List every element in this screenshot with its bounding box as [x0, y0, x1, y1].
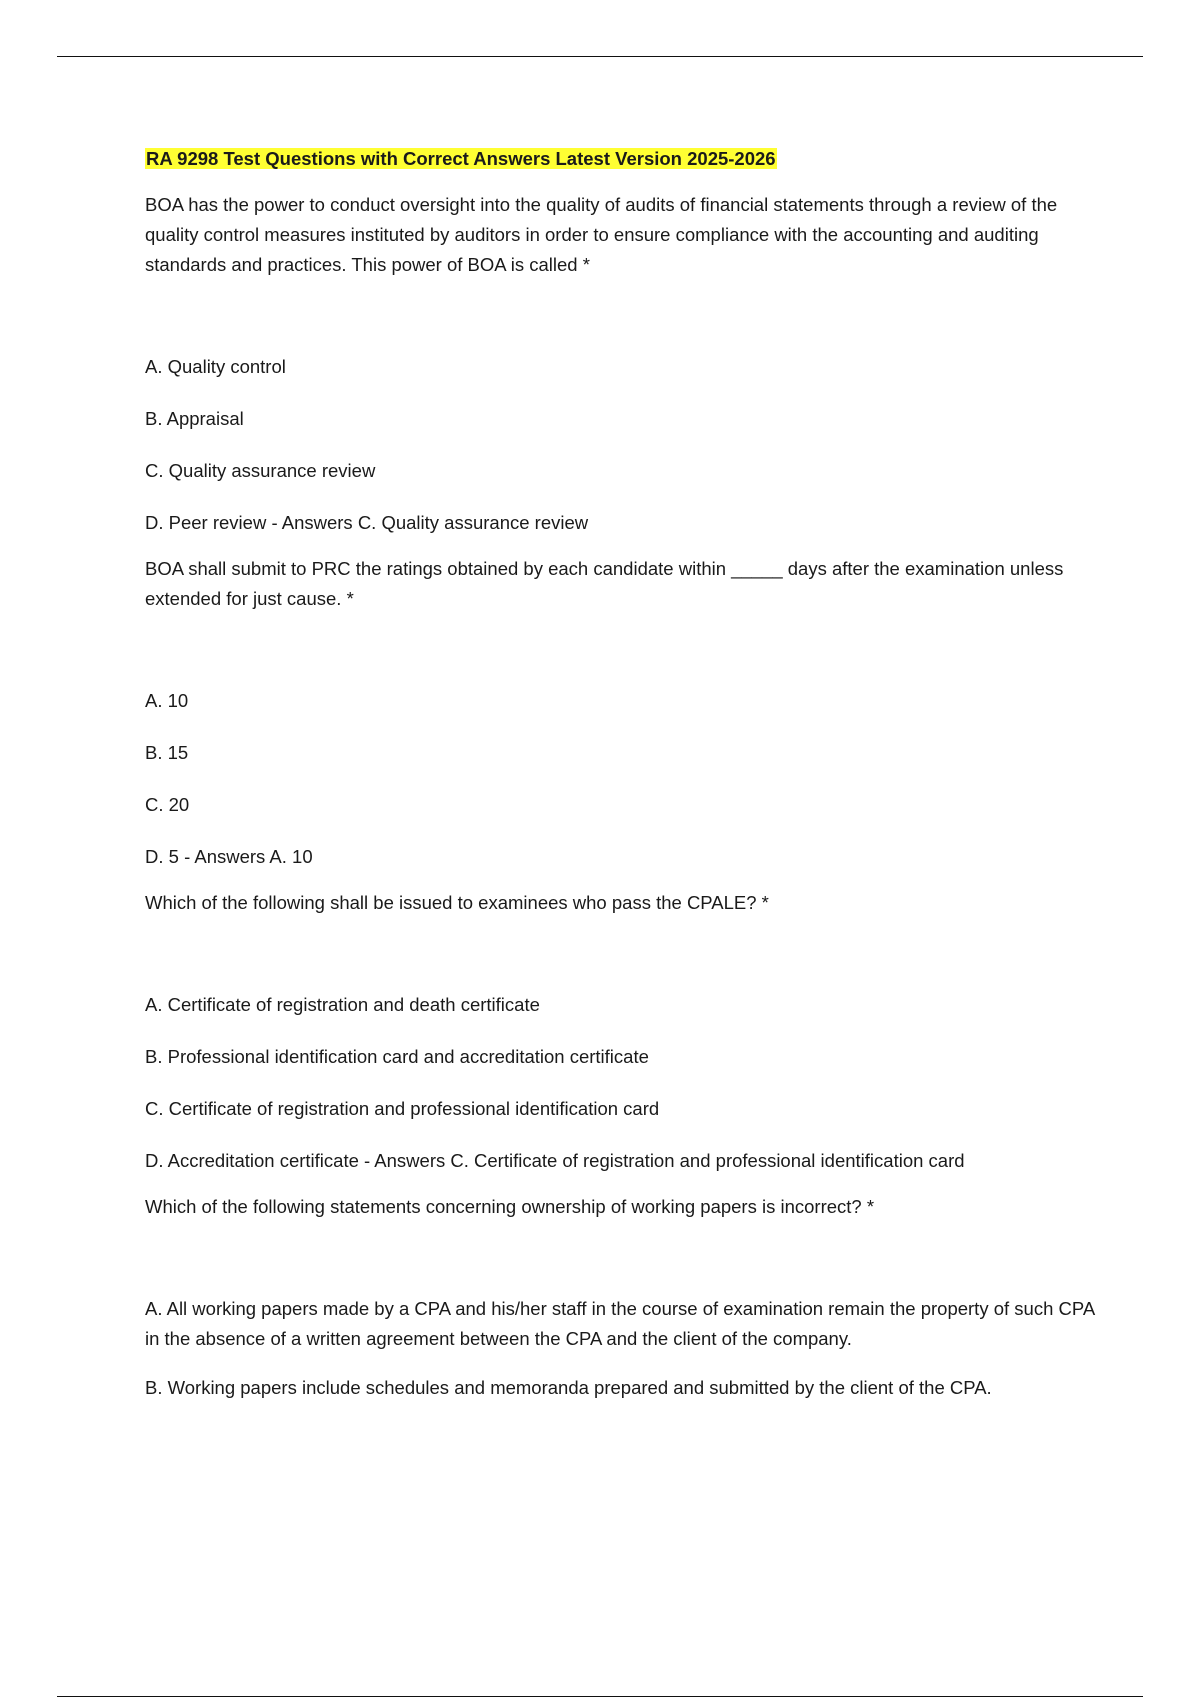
header-rule: [57, 56, 1143, 57]
answer-option-c: C. 20: [145, 794, 190, 815]
answer-option-a: A. Quality control: [145, 356, 286, 377]
answer-option-b: B. 15: [145, 742, 189, 763]
answer-option-c: C. Certificate of registration and professional identification card: [145, 1098, 660, 1119]
question-text: BOA shall submit to PRC the ratings obtained by each candidate within _____ days after the examination unless extended for just cause. *: [145, 558, 1064, 609]
document-title: [145, 144, 1095, 174]
question-block-3: [145, 888, 1095, 1176]
question-block-4: [145, 1192, 1095, 1403]
question-text: BOA has the power to conduct oversight into the quality of audits of financial statements through a review of the quality control measures instituted by auditors in order to ensure compliance with the accounting and auditing standards and practices. This power of BOA is called *: [145, 194, 1058, 275]
answer-option-b: B. Appraisal: [145, 408, 244, 429]
question-text: Which of the following shall be issued to examinees who pass the CPALE? *: [145, 892, 769, 913]
document-body: [145, 144, 1095, 1425]
answer-option-d: D. Accreditation certificate - Answers C. Certificate of registration and professional identification card: [145, 1150, 965, 1171]
answer-option-b: B. Working papers include schedules and memoranda prepared and submitted by the client of the CPA.: [145, 1377, 992, 1398]
answer-option-a: A. 10: [145, 690, 189, 711]
question-block-2: [145, 554, 1095, 872]
question-block-1: [145, 190, 1095, 538]
answer-option-d: D. Peer review - Answers C. Quality assurance review: [145, 512, 589, 533]
answer-option-a: A. All working papers made by a CPA and his/her staff in the course of examination remain the property of such CPA in the absence of a written agreement between the CPA and the client of the company.: [145, 1298, 1095, 1349]
answer-option-c: C. Quality assurance review: [145, 460, 376, 481]
answer-option-d: D. 5 - Answers A. 10: [145, 846, 313, 867]
footer-rule: [57, 1696, 1143, 1697]
answer-option-a: A. Certificate of registration and death certificate: [145, 994, 540, 1015]
title-highlight: RA 9298 Test Questions with Correct Answers Latest Version 2025-2026: [146, 148, 776, 169]
question-text: Which of the following statements concerning ownership of working papers is incorrect? *: [145, 1196, 875, 1217]
answer-option-b: B. Professional identification card and accreditation certificate: [145, 1046, 649, 1067]
